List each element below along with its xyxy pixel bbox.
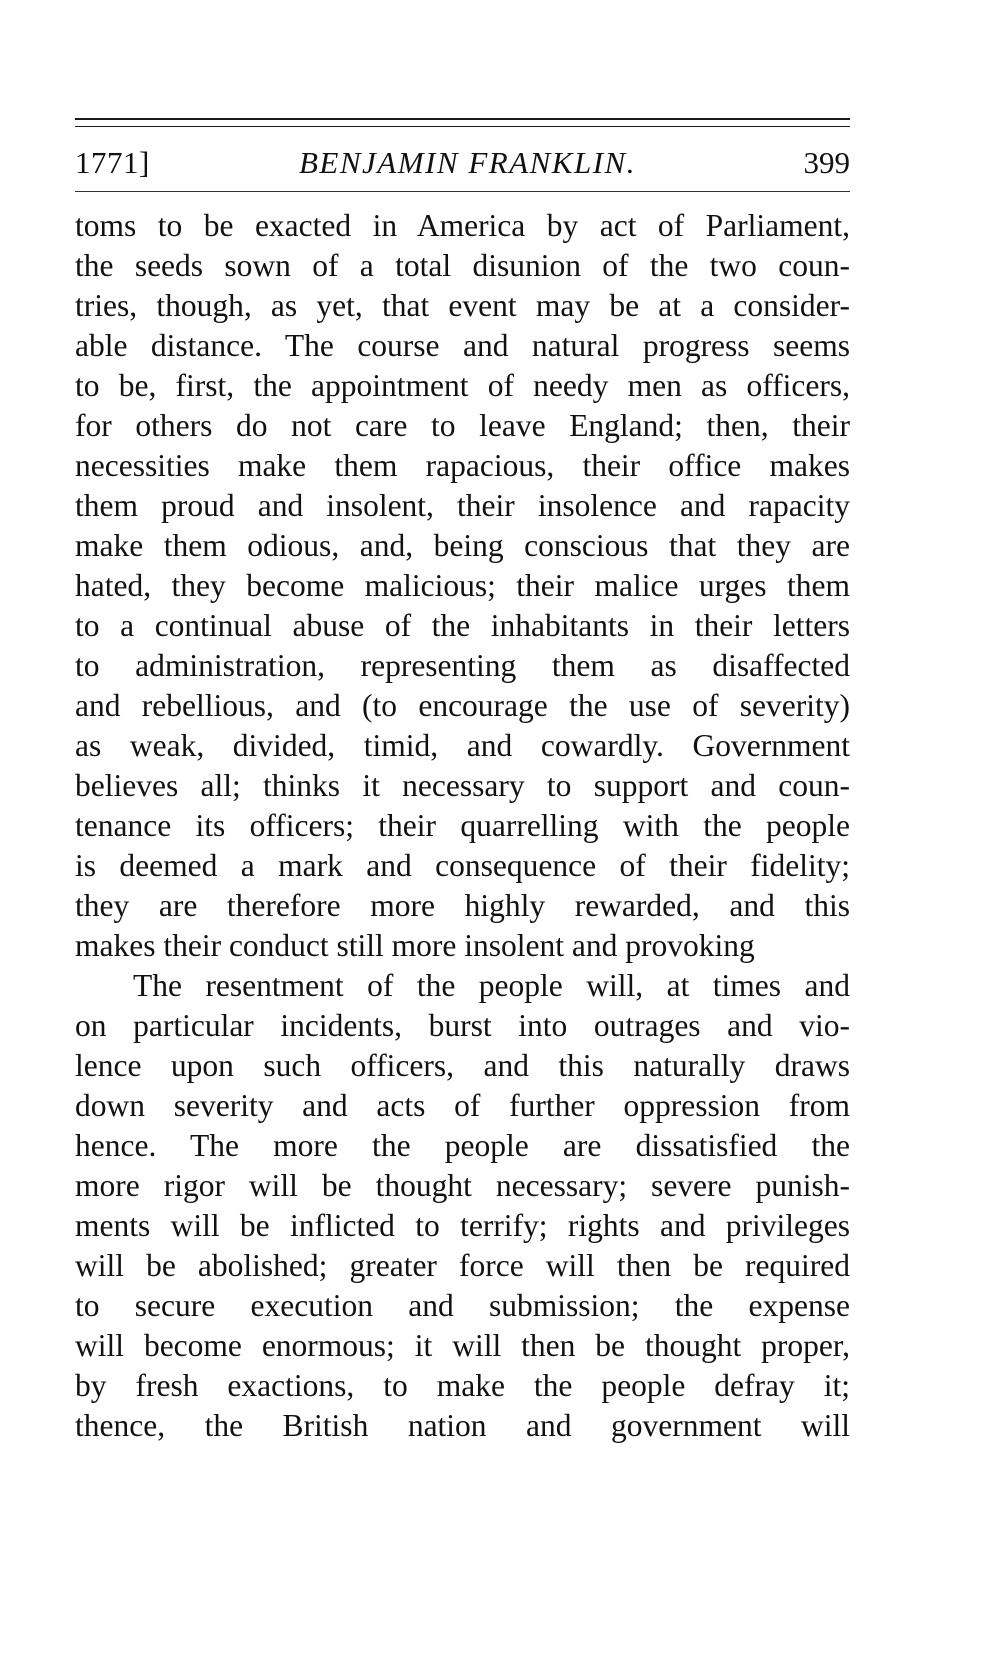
text-line: tries, though, as yet, that event may be at a consider- xyxy=(75,288,850,323)
text-line: to administration, representing them as disaffected xyxy=(75,648,850,683)
text-line: them proud and insolent, their insolence and rapacity xyxy=(75,488,850,523)
running-head-title: BENJAMIN FRANKLIN. xyxy=(299,145,636,180)
text-line: toms to be exacted in America by act of Parliament, xyxy=(75,208,850,243)
header-rule xyxy=(75,191,850,192)
running-head xyxy=(75,137,850,189)
text-line: to be, first, the appointment of needy men as officers, xyxy=(75,368,850,403)
text-line: as weak, divided, timid, and cowardly. Government xyxy=(75,728,850,763)
running-head-year: 1771] xyxy=(75,145,150,180)
text-line: down severity and acts of further oppression from xyxy=(75,1088,850,1123)
text-line: for others do not care to leave England; then, their xyxy=(75,408,850,443)
text-line: lence upon such officers, and this naturally draws xyxy=(75,1048,850,1083)
text-line: will be abolished; greater force will then be required xyxy=(75,1248,850,1283)
text-line: ments will be inflicted to terrify; rights and privileges xyxy=(75,1208,850,1243)
text-line: able distance. The course and natural progress seems xyxy=(75,328,850,363)
text-line: makes their conduct still more insolent and provoking xyxy=(75,928,755,963)
text-line: they are therefore more highly rewarded, and this xyxy=(75,888,850,923)
text-line: on particular incidents, burst into outrages and vio- xyxy=(75,1008,850,1043)
text-line: hated, they become malicious; their malice urges them xyxy=(75,568,850,603)
text-line: thence, the British nation and government will xyxy=(75,1408,850,1443)
text-line: necessities make them rapacious, their office makes xyxy=(75,448,850,483)
text-line: the seeds sown of a total disunion of the two coun- xyxy=(75,248,850,283)
text-line: The resentment of the people will, at times and xyxy=(133,968,850,1003)
text-line: more rigor will be thought necessary; severe punish- xyxy=(75,1168,850,1203)
text-line: make them odious, and, being conscious that they are xyxy=(75,528,850,563)
text-line: by fresh exactions, to make the people defray it; xyxy=(75,1368,850,1403)
text-line: tenance its officers; their quarrelling with the people xyxy=(75,808,850,843)
text-line: believes all; thinks it necessary to support and coun- xyxy=(75,768,850,803)
paragraph-2 xyxy=(75,966,850,1446)
text-line: is deemed a mark and consequence of their fidelity; xyxy=(75,848,850,883)
body-text xyxy=(75,206,850,1446)
paragraph-1 xyxy=(75,206,850,966)
page-number: 399 xyxy=(803,145,850,180)
top-rule-thin xyxy=(75,126,850,127)
book-page xyxy=(75,108,850,1446)
text-line: hence. The more the people are dissatisfied the xyxy=(75,1128,850,1163)
text-line: to a continual abuse of the inhabitants in their letters xyxy=(75,608,850,643)
top-rule xyxy=(75,118,850,120)
text-line: will become enormous; it will then be thought proper, xyxy=(75,1328,850,1363)
text-line: to secure execution and submission; the expense xyxy=(75,1288,850,1323)
text-line: and rebellious, and (to encourage the use of severity) xyxy=(75,688,850,723)
